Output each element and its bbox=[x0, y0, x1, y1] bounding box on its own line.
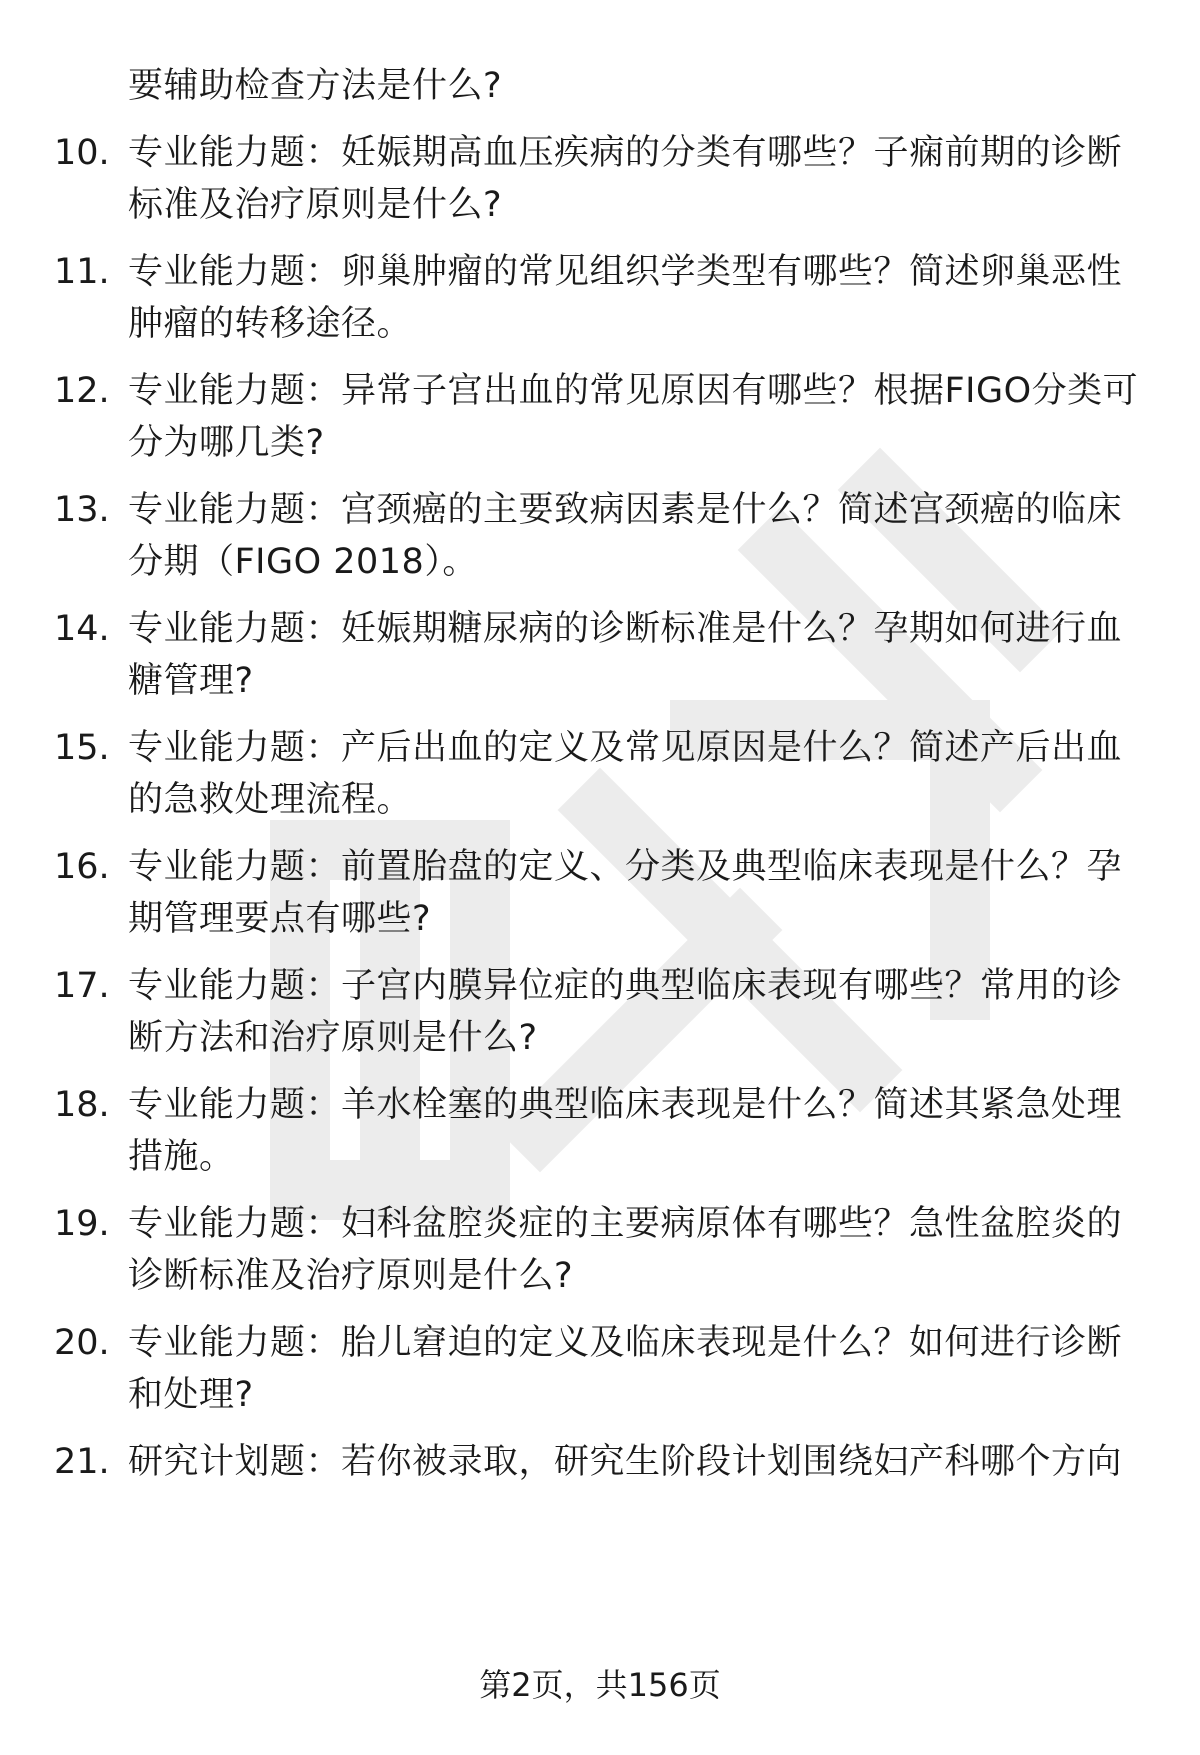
item-line-1: 专业能力题：宫颈癌的主要致病因素是什么？简述宫颈癌的临床 bbox=[128, 490, 1123, 530]
item-line-1: 专业能力题：异常子宫出血的常见原因有哪些？根据FIGO分类可 bbox=[128, 371, 1139, 411]
item-text bbox=[128, 841, 1168, 945]
item-line-2: 期管理要点有哪些? bbox=[128, 899, 432, 939]
item-number: 12. bbox=[54, 371, 110, 411]
item-text bbox=[128, 1436, 1168, 1488]
item-line-2: 分为哪几类? bbox=[128, 423, 325, 463]
item-number: 19. bbox=[54, 1204, 110, 1244]
item-line-2: 断方法和治疗原则是什么? bbox=[128, 1018, 538, 1058]
item-text bbox=[128, 1198, 1168, 1302]
item-line-1: 专业能力题：卵巢肿瘤的常见组织学类型有哪些？简述卵巢恶性 bbox=[128, 252, 1123, 292]
item-line-2: 的急救处理流程。 bbox=[128, 780, 413, 820]
item-line-2: 和处理? bbox=[128, 1375, 254, 1415]
item-line-1: 专业能力题：子宫内膜异位症的典型临床表现有哪些？常用的诊 bbox=[128, 966, 1123, 1006]
item-text bbox=[128, 960, 1168, 1064]
continuation-line: 要辅助检查方法是什么? bbox=[128, 66, 503, 106]
item-line-2: 分期（FIGO 2018）。 bbox=[128, 542, 478, 582]
item-line-1: 专业能力题：妊娠期高血压疾病的分类有哪些？子痫前期的诊断 bbox=[128, 133, 1123, 173]
item-number: 17. bbox=[54, 966, 110, 1006]
item-number: 13. bbox=[54, 490, 110, 530]
item-text bbox=[128, 484, 1168, 588]
item-text bbox=[128, 1317, 1168, 1421]
item-line-1: 专业能力题：胎儿窘迫的定义及临床表现是什么？如何进行诊断 bbox=[128, 1323, 1123, 1363]
item-line-2: 糖管理? bbox=[128, 661, 254, 701]
item-text bbox=[128, 1079, 1168, 1183]
item-line-1: 专业能力题：产后出血的定义及常见原因是什么？简述产后出血 bbox=[128, 728, 1123, 768]
item-line-2: 标准及治疗原则是什么? bbox=[128, 185, 503, 225]
item-line-1: 专业能力题：前置胎盘的定义、分类及典型临床表现是什么？孕 bbox=[128, 847, 1123, 887]
item-text bbox=[128, 603, 1168, 707]
item-line-1: 专业能力题：羊水栓塞的典型临床表现是什么？简述其紧急处理 bbox=[128, 1085, 1123, 1125]
item-number: 18. bbox=[54, 1085, 110, 1125]
item-line-2: 诊断标准及治疗原则是什么? bbox=[128, 1256, 574, 1296]
item-text bbox=[128, 722, 1168, 826]
item-line-2: 措施。 bbox=[128, 1137, 235, 1177]
item-number: 16. bbox=[54, 847, 110, 887]
item-text bbox=[128, 365, 1168, 469]
item-number: 21. bbox=[54, 1442, 110, 1482]
item-line-1: 研究计划题：若你被录取，研究生阶段计划围绕妇产科哪个方向 bbox=[128, 1442, 1123, 1482]
item-number: 15. bbox=[54, 728, 110, 768]
item-number: 20. bbox=[54, 1323, 110, 1363]
item-line-2: 肿瘤的转移途径。 bbox=[128, 304, 413, 344]
page-footer: 第2页，共156页 bbox=[479, 1666, 721, 1704]
item-text bbox=[128, 246, 1168, 350]
item-number: 11. bbox=[54, 252, 110, 292]
item-line-1: 专业能力题：妊娠期糖尿病的诊断标准是什么？孕期如何进行血 bbox=[128, 609, 1123, 649]
item-number: 10. bbox=[54, 133, 110, 173]
item-number: 14. bbox=[54, 609, 110, 649]
item-text bbox=[128, 127, 1168, 231]
item-line-1: 专业能力题：妇科盆腔炎症的主要病原体有哪些？急性盆腔炎的 bbox=[128, 1204, 1123, 1244]
